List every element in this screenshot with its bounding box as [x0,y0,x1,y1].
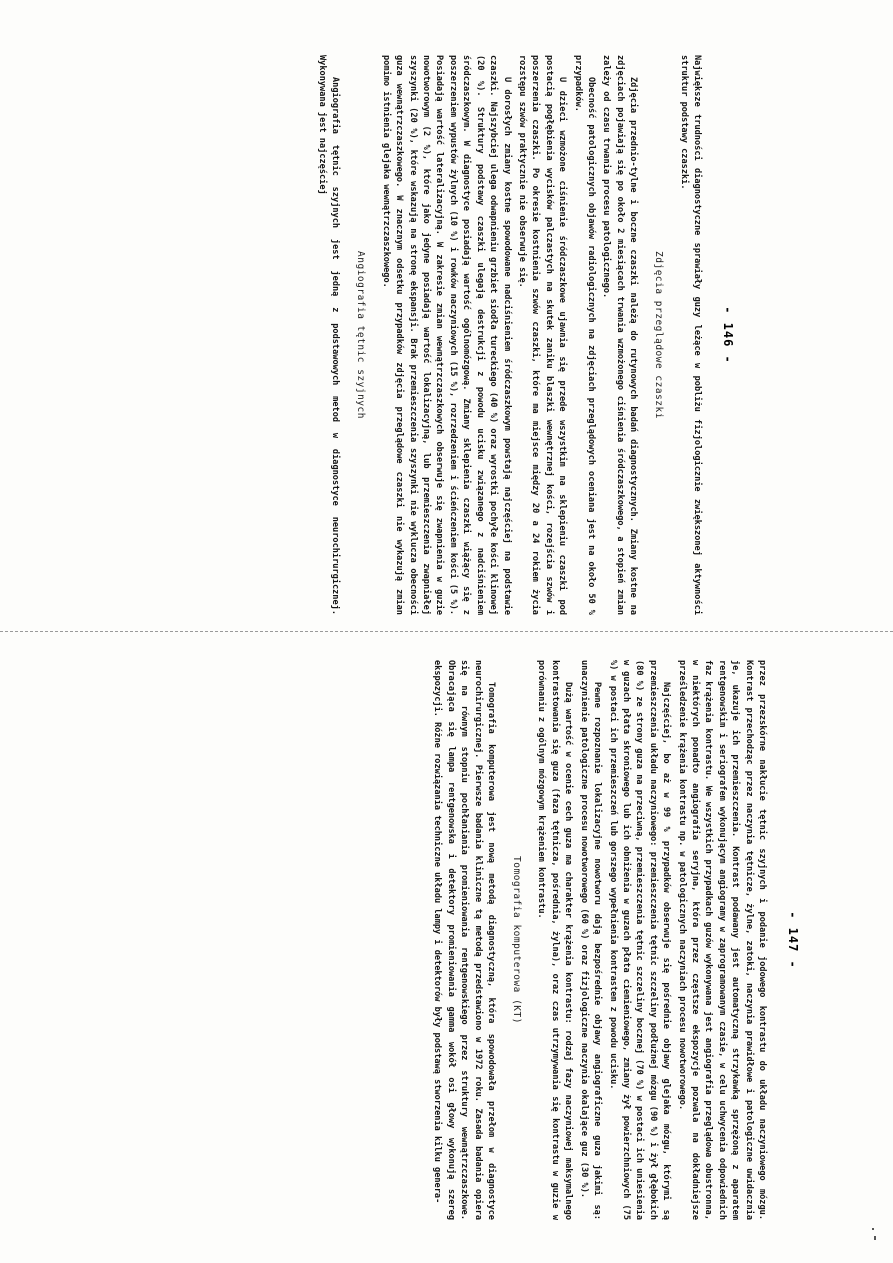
paragraph: Najczęściej, bo aż w 99 % przypadków obserwuje się pośrednie objawy glejaka mózgu, którymi są przemieszczenia układu naczyniowego: przemieszczenia tętnic szczeliny podłużnej mózgu (90 %) i żył głębokich (80 %) ze strony guza na przeciwną, przemieszczenia tętnic szczeliny bocznej (70 %) w postaci ich uniesienia w guzach płata skroniowego lub ich obniżenia w guzach płata ciemieniowego, zmiany żył powierzchniowych (75 %) w postaci ich przemieszczeń lub gorszego wypełnienia kontrastem z powodu ucisku. [607,660,672,1220]
page-number: - 147 - [786,911,800,969]
page-number: - 146 - [721,306,735,364]
scan-speck [874,1236,876,1240]
scan-speck [872,1228,874,1230]
section-heading-ct: Tomografia komputerowa (KT) [511,856,523,1024]
paragraph: Angiografia tętnic szyjnych jest jedną z podstawowych metod w diagnostyce neurochirurgicznej. Wykonywana jest najczęściej [317,55,341,615]
intro-paragraph: Największe trudności diagnostyczne sprawiały guzy leżące w pobliżu fizjologicznie zwiększonej aktywności struktur podstawy czaszki. [678,55,702,615]
paragraph: Zdjęcia przednio-tylne i boczne czaszki należą do rutynowych badań diagnostycznych. Zmiany kostne na zdjęciach pojawiają się po około 2 miesiącach trwania wzmożonego ciśnienia śródczaszkowego, a stopień zmian zależy od czasu trwania procesu patologicznego. [601,55,639,615]
page-divider [0,631,893,632]
paragraph: Pewne rozpoznanie lokalizacyjne nowotworu dają bezpośrednie objawy angiograficzne guza jakimi są: unaczynienie patologiczne procesu nowotworowego (60 %) oraz fizjologiczne naczynia okalające guz (30 %). [578,660,603,1220]
paragraph: przez przezskórne nakłucie tętnic szyjnych i podanie jodowego kontrastu do układu naczyniowego mózgu. Kontrast przechodząc przez naczynia tętnicze, żylne, zatoki, naczynia prawidłowe i patologiczne uwidacznia je, ukazuje ich przemieszczenia. Kontrast podawany jest automatyczną strzykawką sprzężoną z aparatem rentgenowskim i seriografem wykonującym angiogramy w zaprogramowanym czasie, w celu uchwycenia odpowiednich faz krążenia kontrastu. We wszystkich przypadkach guzów wykonywana jest angiografia przeglądowa obustronna, w niektórych ponadto angiografia seryjna, która przez częstsze ekspozycje pozwala na dokładniejsze prześledzenie krążenia kontrastu np. w patologicznych naczyniach procesu nowotworowego. [676,660,767,1220]
section-heading-angiography: Angiografia tętnic szyjnych [355,251,367,419]
paragraph: Obecność patologicznych objawów radiologicznych na zdjęciach przeglądowych oceniana jest na około 50 % przypadków. [572,55,596,615]
paragraph: Dużą wartość w ocenie cech guza ma charakter krążenia kontrastu: rodzaj fazy naczyniowej maksymalnego kontrastowania się guza (faza tętnicza, pośrednia, żylna), oraz czas utrzymywania się kontrastu w guzie w porównaniu z ogólnym mózgowym krążeniem kontrastu. [536,660,574,1220]
paragraph: Tomografia komputerowa jest nową metodą diagnostyczną, która spowodowała przełom w diagnostyce neurochirurgicznej. Pierwsze badania kliniczne tą metodą przedstawiono w 1972 roku. Zasada badania opiera się na równym stopniu pochłaniania promieniowania rentgenowskiego przez struktury wewnątrzczaszkowe. Obracająca się lampa rentgenowska i detektory promieniowania gamma wokół osi głowy wykonują szereg ekspozycji. Różne rozwiązania techniczne układu lampy i detektorów były podstawą stworzenia kilku genera- [432,660,497,1220]
page-147 [90,660,800,1220]
page-146 [95,55,735,615]
section-heading-skull-xray: Zdjęcia przeglądowe czaszki [653,251,665,419]
paragraph: U dzieci wzmożone ciśnienie śródczaszkowe ujawnia się przede wszystkim na sklepieniu czaszki pod postacią pogłębienia wycisków palczastych na skutek zaniku blaszki wewnętrznej kości, rozejścia szwów i poszerzenia czaszki. Po okresie kostnienia szwów czaszki, które ma miejsce między 20 a 24 rokiem życia rozstępu szwów praktycznie nie obserwuje się. [516,55,568,615]
paragraph: U dorosłych zmiany kostne spowodowane nadciśnieniem śródczaszkowym powstają najczęściej na podstawie czaszki. Najszybciej ulega odwapnieniu grzbiet siodła tureckiego (40 %) oraz wyrostki pochyłe kości klinowej (20 %). Struktury podstawy czaszki ulegają destrukcji z powodu ucisku związanego z nadciśnieniem śródczaszkowym. W diagnostyce posiadają wartość ogólnomózgową. Zmiany sklepienia czaszki wiążący się z poszerzeniem wypustów żylnych (10 %) i rowków naczyniowych (15 %), rozrzedzeniem i ścieńczeniem kości (5 %). Posiadają wartość lateralizacyjną. W zakresie zmian wewnątrzczaszkowych obserwuje się zwapnienia w guzie nowotworowym (2 %), które jako jedyne posiadają wartość lokalizacyjną, lub przemieszczenia zwapniałej szyszynki (20 %), które wskazują na stronę ekspansji. Brak przemieszczenia szyszynki nie wyklucza obecności guza wewnątrzczaszkowego. W znacznym odsetku przypadków zdjęcia przeglądowe czaszki nie wykazują zmian pomimo istnienia glejaka wewnątrzczaszkowego. [380,55,512,615]
